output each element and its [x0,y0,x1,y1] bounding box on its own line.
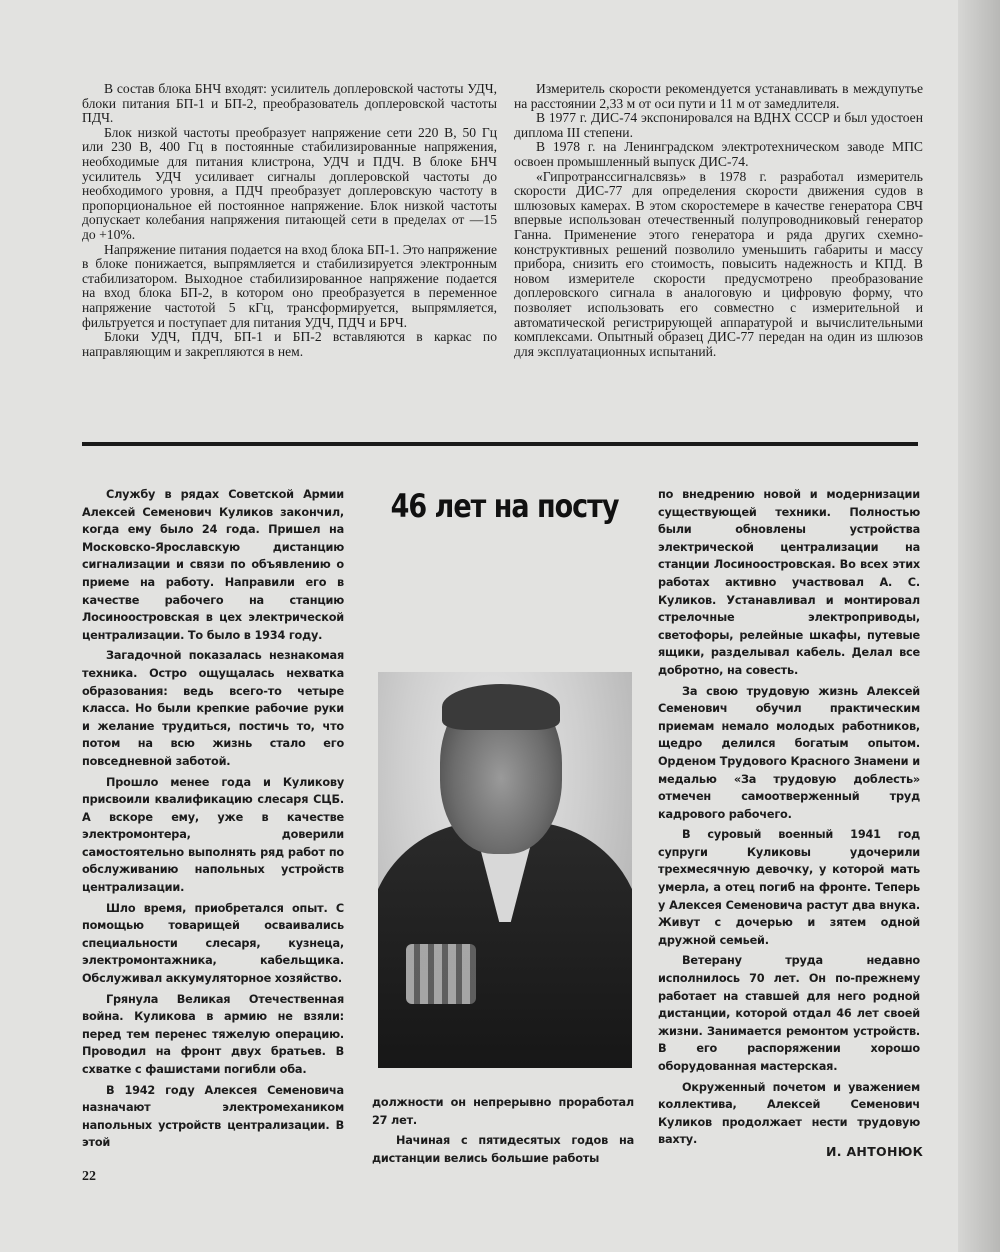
paragraph: должности он непрерывно проработал 27 лет. [372,1096,634,1127]
paragraph: Грянула Великая Отечественная война. Куликова в армию не взяли: перед тем перенес тяжелую операцию. Проводил на фронт двух братьев. В схватке с фашистами погибли оба. [82,992,344,1076]
paragraph: В суровый военный 1941 год супруги Куликовы удочерили трехмесячную девочку, у которой мать умерла, а отец погиб на фронте. Теперь у Алексея Семеновича растут два внука. Живут с дочерью и зятем одной дружной семьей. [658,828,920,947]
page-edge-shadow [958,0,1000,1252]
page-number: 22 [82,1169,96,1184]
paragraph: Блоки УДЧ, ПДЧ, БП-1 и БП-2 вставляются в каркас по направляющим и закрепляются в нем. [82,329,497,359]
top-left-column [82,82,497,359]
paragraph: За свою трудовую жизнь Алексей Семенович обучил практическим приемам немало молодых работников, щедро делился богатым опытом. Орденом Трудового Красного Знамени и медалью «За трудовую доблесть» отмечен самоотверженный труд кадрового рабочего. [658,684,920,821]
paragraph: Прошло менее года и Куликову присвоили квалификацию слесаря СЦБ. А вскоре ему, уже в качестве электромонтера, доверили самостоятельно выполнять ряд работ по обслуживанию напольных устройств централизации. [82,775,344,895]
paragraph: В 1942 году Алексея Семеновича назначают электромехаником напольных устройств централизации. В этой [82,1083,344,1150]
paragraph: В 1978 г. на Ленинградском электротехническом заводе МПС освоен промышленный выпуск ДИС-74. [514,139,923,169]
author-signature: И. АНТОНЮК [826,1144,924,1159]
photo-hair [442,684,560,730]
section-divider [82,442,918,446]
article-right-column [658,486,920,1152]
paragraph: Окруженный почетом и уважением коллектива, Алексей Семенович Куликов продолжает нести трудовую вахту. [658,1080,920,1147]
paragraph: Службу в рядах Советской Армии Алексей Семенович Куликов закончил, когда ему было 24 года. Пришел на Московско-Ярославскую дистанцию сигнализации и связи по объявлению о приеме на работу. Направили его в качестве рабочего на станцию Лосиноостровская в цех электрической централизации. То было в 1934 году. [82,488,344,642]
paragraph: Ветерану труда недавно исполнилось 70 лет. Он по-прежнему работает на ставшей для него родной дистанции, которой отдал 46 лет своей жизни. Занимается ремонтом устройств. В его распоряжении хорошо оборудованная мастерская. [658,954,920,1073]
paragraph: Напряжение питания подается на вход блока БП-1. Это напряжение в блоке понижается, выпрямляется и стабилизируется электронным стабилизатором. Выходное стабилизированное напряжение подается на вход блока БП-2, в котором оно преобразуется в переменное напряжение частотой 5 кГц, трансформируется, выпрямляется, фильтруется и поступает для питания УДЧ, ПДЧ и БРЧ. [82,241,497,330]
photo-medals [406,944,476,1004]
paragraph: Начиная с пятидесятых годов на дистанции велись большие работы [372,1134,634,1165]
article-middle-column [372,1094,634,1170]
article-left-column [82,486,344,1155]
portrait-photo [378,672,632,1068]
paragraph: Загадочной показалась незнакомая техника. Остро ощущалась нехватка образования: ведь всего-то четыре класса. Но были крепкие рабочие руки и желание трудиться, постичь то, что потом на всю жизнь стало его повседневной заботой. [82,649,344,768]
article-title: 46 лет на посту [390,488,619,526]
paragraph: В состав блока БНЧ входят: усилитель доплеровской частоты УДЧ, блоки питания БП-1 и БП-2, преобразователь доплеровской частоты ПДЧ. [82,81,497,126]
paragraph: Измеритель скорости рекомендуется устанавливать в междупутье на расстоянии 2,33 м от оси пути и 11 м от замедлителя. [514,81,923,111]
paragraph: Шло время, приобретался опыт. С помощью товарищей осваивались специальности слесаря, кузнеца, электромонтажника, кабельщика. Обслуживал аккумуляторное хозяйство. [82,901,344,986]
paragraph: В 1977 г. ДИС-74 экспонировался на ВДНХ СССР и был удостоен диплома III степени. [514,110,923,140]
top-right-column [514,82,923,359]
paragraph: по внедрению новой и модернизации существующей техники. Полностью были обновлены устройства электрической централизации на станции Лосиноостровская. Во всех этих работах активно участвовал А. С. Куликов. Устанавливал и монтировал стрелочные электроприводы, светофоры, релейные шкафы, путевые ящики, разделывал кабель. Делал все добротно, на совесть. [658,488,920,677]
paragraph: «Гипротранссигналсвязь» в 1978 г. разработал измеритель скорости ДИС-77 для определения скорости движения судов в шлюзовых камерах. В этом скоростемере в качестве генератора СВЧ впервые использован отечественный полупроводниковый генератор Ганна. Применение этого генератора и ряда других схемно-конструктивных решений позволило уменьшить габариты и массу прибора, снизить его стоимость, повысить надежность и КПД. В новом измерителе скорости предусмотрено преобразование доплеровского сигнала в аналоговую и цифровую форму, что позволяет использовать его совместно с измерительной и автоматической регистрирующей аппаратурой и вычислительными комплексами. Опытный образец ДИС-77 передан на один из шлюзов для эксплуатационных испытаний. [514,168,923,359]
paragraph: Блок низкой частоты преобразует напряжение сети 220 В, 50 Гц или 230 В, 400 Гц в постоянные стабилизированные напряжения, необходимые для питания клистрона, УДЧ и ПДЧ. В блоке БНЧ усилитель УДЧ усиливает сигналы доплеровской частоты до необходимого уровня, а ПДЧ преобразует доплеровскую частоту в пропорциональное ей постоянное напряжение. Блок низкой частоты допускает колебания напряжения питающей сети в пределах от —15 до +10%. [82,124,497,242]
